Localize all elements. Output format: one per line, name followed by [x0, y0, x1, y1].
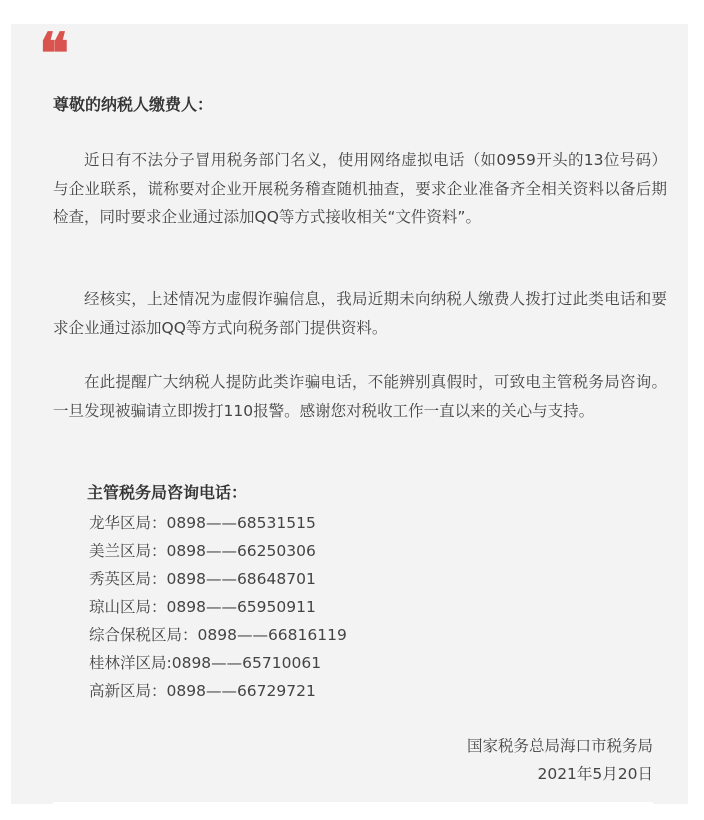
paragraph-verification: 经核实，上述情况为虚假诈骗信息，我局近期未向纳税人缴费人拨打过此类电话和要求企业通过添加QQ等方式向税务部门提供资料。 [53, 290, 667, 337]
paragraph-fraud-description: 近日有不法分子冒用税务部门名义，使用网络虚拟电话（如0959开头的13位号码）与企业联系，谎称要对企业开展税务稽查随机抽查，要求企业准备齐全相关资料以备后期检查，同时要求企业通过添加QQ等方式接收相关“文件资料”。 [53, 151, 667, 226]
notice-card [11, 21, 688, 804]
signature-date: 2021年5月20日 [537, 765, 653, 783]
bottom-divider [53, 802, 653, 804]
contact-item-gaoxin: 高新区局：0898——66729721 [89, 682, 316, 700]
contacts-list [89, 509, 347, 705]
contact-item-xiuying: 秀英区局：0898——68648701 [89, 570, 316, 588]
greeting-heading: 尊敬的纳税人缴费人： [53, 95, 214, 114]
contact-item-qiongshan: 琼山区局：0898——65950911 [89, 598, 316, 616]
quote-icon: ❝ [39, 21, 66, 87]
contact-item-meilan: 美兰区局：0898——66250306 [89, 542, 316, 560]
paragraph-reminder: 在此提醒广大纳税人提防此类诈骗电话，不能辨别真假时，可致电主管税务局咨询。一旦发现被骗请立即拨打110报警。感谢您对税收工作一直以来的关心与支持。 [53, 373, 667, 420]
contacts-title: 主管税务局咨询电话： [87, 483, 248, 502]
signature-organization: 国家税务总局海口市税务局 [466, 737, 653, 755]
contact-item-guilinyang: 桂林洋区局:0898——65710061 [89, 654, 322, 672]
contact-item-bonded-zone: 综合保税区局：0898——66816119 [89, 626, 347, 644]
contact-item-longhua: 龙华区局：0898——68531515 [89, 514, 316, 532]
